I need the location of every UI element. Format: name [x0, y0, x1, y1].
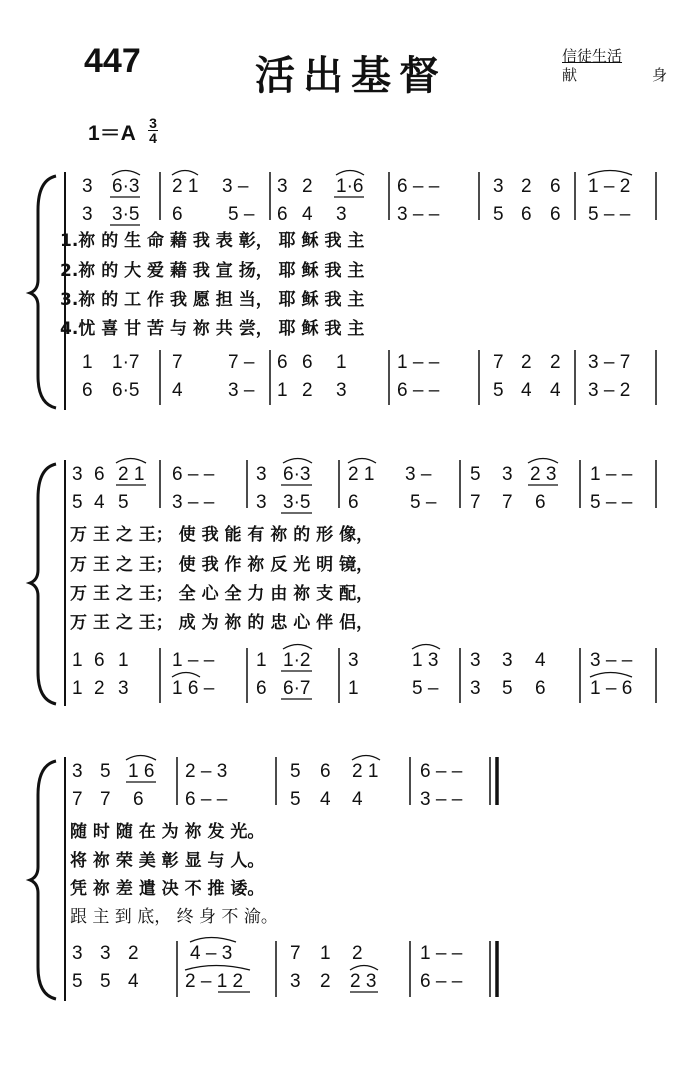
svg-text:4: 4 [320, 789, 331, 810]
svg-text:2: 2 [352, 943, 363, 964]
svg-text:3 – –: 3 – – [172, 492, 215, 513]
svg-text:6: 6 [302, 352, 313, 373]
svg-text:6 – –: 6 – – [397, 380, 440, 401]
lyric-verse-4: 跟 主 到 底， 终 身 不 渝。 [70, 907, 278, 927]
svg-text:5: 5 [72, 971, 83, 992]
lyric-verse-3: 3.祢 的 工 作 我 愿 担 当， 耶 稣 我 主 [60, 290, 365, 310]
svg-text:3 –: 3 – [222, 176, 249, 197]
svg-text:6·5: 6·5 [112, 380, 140, 401]
svg-text:7: 7 [172, 352, 183, 373]
svg-text:1 – 6: 1 – 6 [590, 678, 633, 699]
soprano-alto-notes [72, 464, 633, 513]
svg-text:3: 3 [82, 204, 93, 225]
svg-text:1 – –: 1 – – [172, 650, 215, 671]
svg-text:1: 1 [82, 352, 93, 373]
svg-text:3·5: 3·5 [112, 204, 140, 225]
svg-text:2: 2 [94, 678, 105, 699]
svg-text:6: 6 [133, 789, 144, 810]
svg-text:6: 6 [256, 678, 267, 699]
system-3-notation [0, 755, 700, 1005]
svg-text:2 1: 2 1 [352, 761, 379, 782]
svg-text:7: 7 [502, 492, 513, 513]
svg-text:3: 3 [336, 204, 347, 225]
svg-text:6 – –: 6 – – [420, 971, 463, 992]
svg-text:3: 3 [256, 464, 267, 485]
svg-text:3: 3 [493, 176, 504, 197]
svg-text:6: 6 [535, 678, 546, 699]
svg-text:3 – 7: 3 – 7 [588, 352, 631, 373]
svg-text:2: 2 [550, 352, 561, 373]
svg-text:3 – –: 3 – – [397, 204, 440, 225]
svg-text:4 – 3: 4 – 3 [190, 943, 233, 964]
category-label: 信徒生活 [562, 47, 623, 65]
svg-text:1: 1 [336, 352, 347, 373]
svg-text:6: 6 [94, 464, 105, 485]
svg-text:3: 3 [470, 678, 481, 699]
svg-text:7: 7 [290, 943, 301, 964]
lyric-verse-1: 万 王 之 王； 使 我 能 有 祢 的 形 像， [70, 525, 374, 545]
lyrics-block [60, 230, 364, 339]
svg-text:6: 6 [550, 176, 561, 197]
svg-text:5 –: 5 – [412, 678, 439, 699]
svg-text:6: 6 [277, 352, 288, 373]
svg-text:1: 1 [72, 650, 83, 671]
svg-text:3: 3 [502, 650, 513, 671]
svg-text:5 –: 5 – [228, 204, 255, 225]
svg-text:3: 3 [290, 971, 301, 992]
svg-text:6 – –: 6 – – [420, 761, 463, 782]
svg-text:6 – –: 6 – – [185, 789, 228, 810]
svg-text:6·7: 6·7 [283, 678, 311, 699]
svg-text:1: 1 [118, 650, 129, 671]
svg-text:2 1: 2 1 [172, 176, 199, 197]
time-signature [148, 116, 158, 145]
svg-text:5 – –: 5 – – [590, 492, 633, 513]
svg-text:5 – –: 5 – – [588, 204, 631, 225]
tenor-bass-notes [82, 352, 630, 401]
svg-text:2 3: 2 3 [350, 971, 377, 992]
svg-text:4: 4 [94, 492, 105, 513]
system-1-notation [0, 170, 700, 410]
svg-text:1 – 2: 1 – 2 [588, 176, 631, 197]
subcategory-label: 献 身 [562, 66, 698, 84]
svg-text:6: 6 [348, 492, 359, 513]
svg-text:2: 2 [320, 971, 331, 992]
svg-text:6: 6 [94, 650, 105, 671]
svg-text:2 1: 2 1 [118, 464, 145, 485]
svg-text:3·5: 3·5 [283, 492, 311, 513]
svg-text:1 – –: 1 – – [590, 464, 633, 485]
svg-text:5: 5 [502, 678, 513, 699]
svg-text:4: 4 [550, 380, 561, 401]
svg-text:3 – 2: 3 – 2 [588, 380, 631, 401]
soprano-alto-notes [82, 176, 631, 225]
svg-text:5: 5 [72, 492, 83, 513]
svg-text:5: 5 [470, 464, 481, 485]
time-signature-bottom: 4 [149, 130, 157, 146]
svg-text:6: 6 [550, 204, 561, 225]
svg-text:1: 1 [256, 650, 267, 671]
lyric-verse-4: 4.忧 喜 甘 苦 与 祢 共 尝， 耶 稣 我 主 [60, 319, 365, 339]
svg-text:5: 5 [493, 380, 504, 401]
soprano-alto-notes [72, 761, 463, 810]
svg-text:5: 5 [118, 492, 129, 513]
svg-text:7: 7 [470, 492, 481, 513]
lyric-verse-1: 随 时 随 在 为 祢 发 光。 [70, 822, 265, 842]
svg-text:6: 6 [521, 204, 532, 225]
score-system-3 [0, 755, 700, 1005]
svg-text:7: 7 [72, 789, 83, 810]
tenor-bass-notes [72, 943, 463, 992]
svg-text:7: 7 [493, 352, 504, 373]
system-brace [30, 464, 56, 704]
barlines [160, 460, 656, 703]
svg-text:4: 4 [352, 789, 363, 810]
svg-text:6·3: 6·3 [283, 464, 311, 485]
svg-text:6: 6 [277, 204, 288, 225]
svg-text:3: 3 [100, 943, 111, 964]
svg-text:4: 4 [535, 650, 546, 671]
lyric-verse-3: 凭 祢 差 遣 决 不 推 诿。 [70, 879, 265, 899]
svg-text:1·6: 1·6 [336, 176, 364, 197]
svg-text:3: 3 [82, 176, 93, 197]
svg-text:3: 3 [72, 464, 83, 485]
svg-text:4: 4 [302, 204, 313, 225]
svg-text:3 – –: 3 – – [590, 650, 633, 671]
hymn-title: 活出基督 [255, 53, 447, 99]
svg-text:2: 2 [128, 943, 139, 964]
system-2-notation [0, 458, 700, 708]
slurs-and-beams [126, 756, 380, 783]
svg-text:5 –: 5 – [410, 492, 437, 513]
score-system-1 [0, 170, 700, 410]
svg-text:3 –: 3 – [228, 380, 255, 401]
svg-text:2: 2 [302, 380, 313, 401]
svg-text:1·2: 1·2 [283, 650, 311, 671]
slurs-lower [172, 645, 632, 700]
hymn-number: 447 [84, 42, 141, 80]
svg-text:1 3: 1 3 [412, 650, 439, 671]
svg-text:6 – –: 6 – – [397, 176, 440, 197]
svg-text:6: 6 [172, 204, 183, 225]
svg-text:2 1: 2 1 [348, 464, 375, 485]
svg-text:2: 2 [521, 176, 532, 197]
system-brace [30, 176, 56, 408]
lyric-verse-4: 万 王 之 王； 成 为 祢 的 忠 心 伴 侣， [70, 613, 374, 633]
lyric-verse-2: 2.祢 的 大 爱 藉 我 宣 扬， 耶 稣 我 主 [60, 261, 365, 281]
svg-text:2 – 3: 2 – 3 [185, 761, 228, 782]
svg-text:5: 5 [100, 761, 111, 782]
svg-text:4: 4 [128, 971, 139, 992]
svg-text:2: 2 [302, 176, 313, 197]
svg-text:3: 3 [118, 678, 129, 699]
svg-text:3: 3 [256, 492, 267, 513]
lyric-verse-2: 万 王 之 王； 使 我 作 祢 反 光 明 镜， [70, 555, 374, 575]
final-barline [490, 757, 497, 997]
lyric-verse-2: 将 祢 荣 美 彰 显 与 人。 [70, 851, 265, 871]
svg-text:6 – –: 6 – – [172, 464, 215, 485]
key-signature: 1＝A [88, 122, 136, 145]
svg-text:1·7: 1·7 [112, 352, 140, 373]
lyrics-block [70, 821, 278, 927]
svg-text:7: 7 [100, 789, 111, 810]
lyric-verse-1: 1.祢 的 生 命 藉 我 表 彰， 耶 稣 我 主 [60, 231, 365, 251]
svg-text:3: 3 [470, 650, 481, 671]
svg-text:3 – –: 3 – – [420, 789, 463, 810]
svg-text:6: 6 [535, 492, 546, 513]
svg-text:3: 3 [336, 380, 347, 401]
svg-text:1: 1 [320, 943, 331, 964]
svg-text:2 3: 2 3 [530, 464, 557, 485]
system-brace [30, 761, 56, 999]
svg-text:2: 2 [521, 352, 532, 373]
svg-text:7 –: 7 – [228, 352, 255, 373]
svg-text:1 – –: 1 – – [420, 943, 463, 964]
lyric-verse-3: 万 王 之 王； 全 心 全 力 由 祢 支 配， [70, 584, 374, 604]
svg-text:3: 3 [502, 464, 513, 485]
svg-text:1 6 –: 1 6 – [172, 678, 215, 699]
svg-text:4: 4 [172, 380, 183, 401]
svg-text:3: 3 [348, 650, 359, 671]
svg-text:1: 1 [72, 678, 83, 699]
svg-text:4: 4 [521, 380, 532, 401]
svg-text:5: 5 [100, 971, 111, 992]
svg-text:6: 6 [320, 761, 331, 782]
svg-text:1 6: 1 6 [128, 761, 155, 782]
svg-text:3: 3 [72, 761, 83, 782]
time-signature-top: 3 [149, 115, 157, 131]
svg-text:1: 1 [348, 678, 359, 699]
svg-text:6: 6 [82, 380, 93, 401]
svg-text:3: 3 [72, 943, 83, 964]
score-system-2 [0, 458, 700, 708]
svg-text:3: 3 [277, 176, 288, 197]
lyrics-block [70, 524, 373, 633]
svg-text:2 – 1 2: 2 – 1 2 [185, 971, 244, 992]
svg-text:6·3: 6·3 [112, 176, 140, 197]
svg-text:5: 5 [290, 789, 301, 810]
svg-text:1: 1 [277, 380, 288, 401]
tenor-bass-notes [72, 650, 633, 699]
svg-text:1 – –: 1 – – [397, 352, 440, 373]
svg-text:5: 5 [290, 761, 301, 782]
svg-text:3 –: 3 – [405, 464, 432, 485]
svg-text:5: 5 [493, 204, 504, 225]
